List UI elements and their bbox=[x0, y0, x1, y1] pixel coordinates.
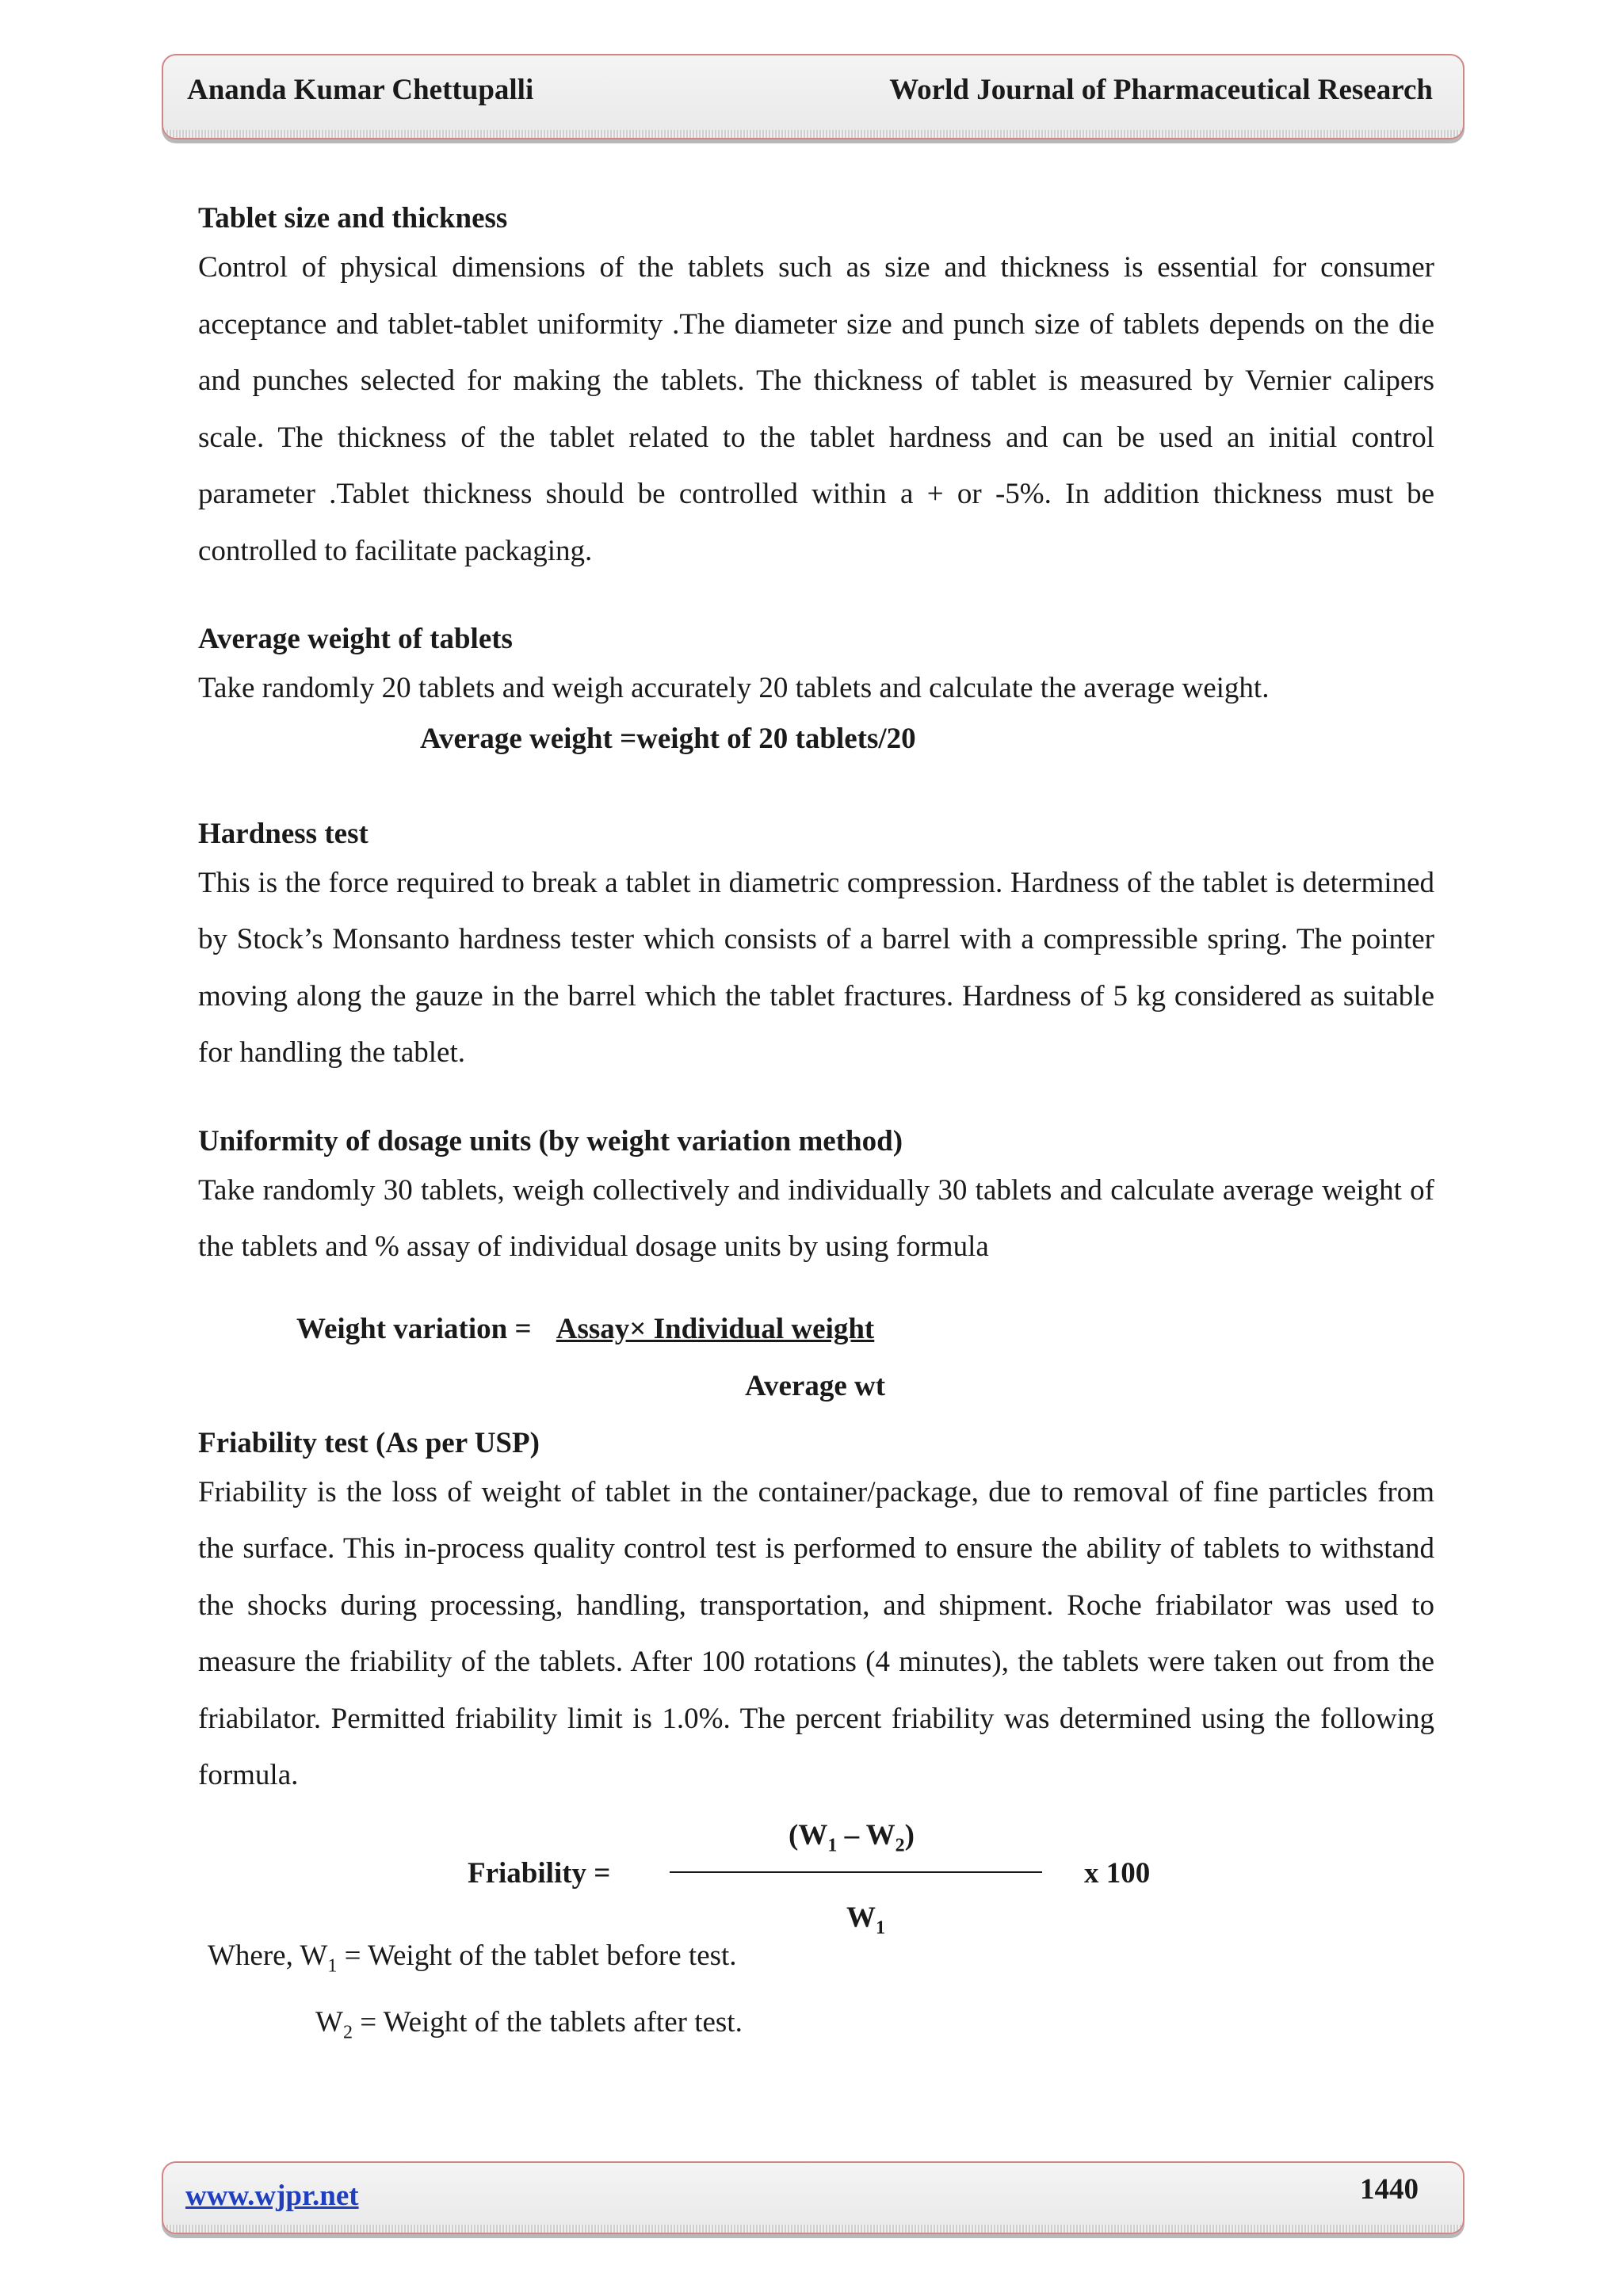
journal-website-link[interactable]: www.wjpr.net bbox=[185, 2180, 359, 2212]
friability-label: Friability = bbox=[468, 1856, 611, 1890]
friability-numerator: $(W_1 - W_2)$ bbox=[789, 1818, 915, 1855]
friability-formula bbox=[198, 1818, 1434, 1945]
section-body-weight: Take randomly 20 tablets and weigh accurately 20 tablets and calculate the average weight. bbox=[198, 672, 1270, 704]
section-heading-size: Tablet size and thickness bbox=[198, 202, 508, 235]
weight-variation-denominator: Average wt bbox=[745, 1369, 886, 1402]
header-journal: World Journal of Pharmaceutical Research bbox=[889, 74, 1433, 106]
section-body-uniformity: Take randomly 30 tablets, weigh collectively and individually 30 tablets and calculate average weight of the tablets and % assay of individual dosage units by using formula bbox=[198, 1173, 1434, 1263]
section-body-friability: Friability is the loss of weight of tablet in the container/package, due to removal of fine particles from the surface. This in-process quality control test is performed to ensure the ability of tablets to withstand the shocks during processing, handling, transportation, and shipment. Roche friabilator was used to measure the friability of the tablets. After 100 rotations (4 minutes), the tablets were taken out from the friabilator. Permitted friability limit is 1.0%. The percent friability was determined using the following formula. bbox=[198, 1475, 1434, 1791]
page-body bbox=[198, 198, 1434, 2061]
weight-variation-label: Weight variation = bbox=[296, 1312, 532, 1345]
fraction-bar bbox=[670, 1871, 1042, 1873]
running-footer bbox=[162, 2161, 1465, 2234]
section-body-size: Control of physical dimensions of the tablets such as size and thickness is essential for consumer acceptance and tablet-tablet uniformity .The diameter size and punch size of tablets depends on the die and punches selected for making the tablets. The thickness of tablet is measured by Vernier calipers scale. The thickness of the tablet related to the tablet hardness and can be used an initial control parameter .Tablet thickness should be controlled within a + or -5%. In addition thickness must be controlled to facilitate packaging. bbox=[198, 251, 1434, 567]
weight-variation-numerator: Assay× Individual weight bbox=[556, 1312, 875, 1345]
friability-multiplier: x 100 bbox=[1084, 1856, 1151, 1890]
section-heading-uniformity: Uniformity of dosage units (by weight variation method) bbox=[198, 1124, 903, 1158]
where-w1-definition: Where, $W_1$ = Weight of the tablet before test. bbox=[208, 1939, 737, 1976]
section-heading-weight: Average weight of tablets bbox=[198, 623, 513, 655]
section-body-hardness: This is the force required to break a tablet in diametric compression. Hardness of the tablet is determined by Stock’s Monsanto hardness tester which consists of a barrel with a compressible spring. The pointer moving along the gauze in the barrel which the tablet fractures. Hardness of 5 kg considered as suitable for handling the tablet. bbox=[198, 866, 1434, 1069]
header-author: Ananda Kumar Chettupalli bbox=[187, 74, 534, 106]
average-weight-formula: Average weight =weight of 20 tablets/20 bbox=[420, 722, 916, 755]
where-w2-definition: $W_2$ = Weight of the tablets after test. bbox=[315, 2006, 743, 2043]
section-heading-hardness: Hardness test bbox=[198, 817, 369, 850]
page-number: 1440 bbox=[1360, 2173, 1419, 2206]
friability-denominator: $W_1$ bbox=[846, 1901, 885, 1938]
section-heading-friability: Friability test (As per USP) bbox=[198, 1426, 540, 1459]
running-header bbox=[162, 54, 1465, 139]
weight-variation-formula bbox=[198, 1309, 1434, 1350]
